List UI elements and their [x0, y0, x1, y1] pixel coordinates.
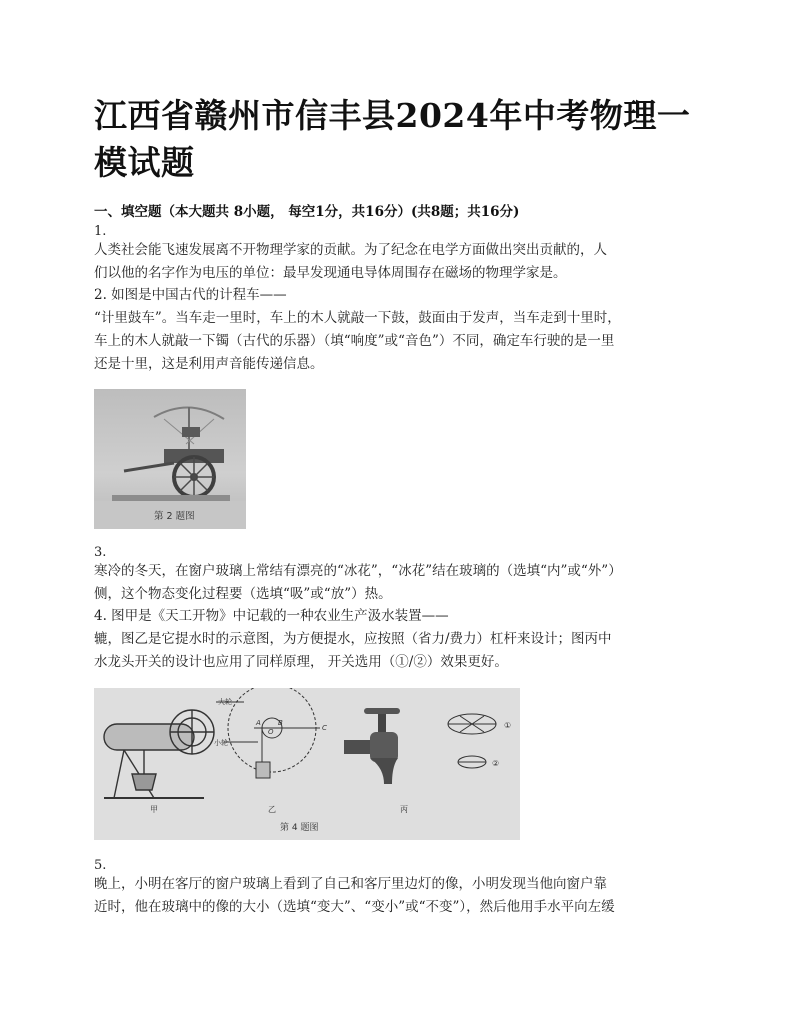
drum-cart-photo: [94, 389, 246, 529]
question-5-number: 5.: [94, 858, 107, 873]
text-line: 车上的木人就敲一下镯（古代的乐器）（填“响度”或“音色”）不同，确定车行驶的是一里: [94, 333, 615, 349]
text-line: 近时，他在玻璃中的像的大小（选填“变大”、“变小”或“不变”），然后他用手水平向左缓: [94, 899, 615, 915]
label-c: C: [322, 724, 327, 732]
label-yi: 乙: [268, 805, 276, 814]
question-1-number: 1.: [94, 224, 107, 239]
label-bing: 丙: [400, 805, 408, 814]
figure-4-caption: 第 4 题图: [280, 823, 319, 833]
question-4-text: [94, 605, 706, 674]
text-line: 人类社会能飞速发展离不开物理学家的贡献。为了纪念在电学方面做出突出贡献的，人: [94, 242, 607, 258]
text-line: 4. 图甲是《天工开物》中记载的一种农业生产汲水装置——: [94, 608, 449, 624]
label-option-2: ②: [492, 759, 500, 768]
text-line: 水龙头开关的设计也应用了同样原理， 开关选用（①/②）效果更好。: [94, 654, 508, 670]
text-line: 们以他的名字作为电压的单位：最早发现通电导体周围存在磁场的物理学家是。: [94, 265, 567, 281]
question-1-text: [94, 239, 706, 285]
figure-water-lifting: [94, 688, 520, 840]
label-small-wheel: 小轮: [214, 739, 228, 747]
label-jia: 甲: [150, 805, 158, 814]
text-line: 寒冷的冬天，在窗户玻璃上常结有漂亮的“冰花”，“冰花”结在玻璃的（选填“内”或“外”）: [94, 563, 622, 579]
label-a: A: [256, 719, 261, 727]
section-heading: 一、填空题（本大题共 8小题， 每空1分，共16分）(共8题；共16分): [94, 204, 520, 220]
label-option-1: ①: [504, 721, 512, 730]
page-title: 江西省赣州市信丰县2024年中考物理一模试题: [94, 96, 691, 182]
question-5-text: [94, 873, 706, 919]
text-line: 侧，这个物态变化过程要（选填“吸”或“放”）热。: [94, 586, 392, 602]
question-3-number: 3.: [94, 545, 107, 560]
label-b: B: [278, 719, 283, 727]
text-line: 辘，图乙是它提水时的示意图，为方便提水，应按照（省力/费力）杠杆来设计；图丙中: [94, 631, 612, 647]
text-line: 还是十里，这是利用声音能传递信息。: [94, 356, 324, 372]
text-line: 晚上，小明在客厅的窗户玻璃上看到了自己和客厅里边灯的像，小明发现当他向窗户靠: [94, 876, 607, 892]
water-lifting-diagram: [94, 688, 520, 840]
label-o: O: [268, 728, 274, 736]
text-line: “计里鼓车”。当车走一里时，车上的木人就敲一下鼓，鼓面由于发声，当车走到十里时，: [94, 310, 621, 326]
figure-drum-cart: [94, 389, 246, 529]
question-3-text: [94, 560, 706, 606]
figure-2-caption: 第 2 题图: [154, 511, 195, 522]
question-2-text: [94, 284, 706, 376]
label-big-wheel: 大轮: [218, 698, 232, 706]
text-line: 2. 如图是中国古代的计程车——: [94, 287, 287, 303]
